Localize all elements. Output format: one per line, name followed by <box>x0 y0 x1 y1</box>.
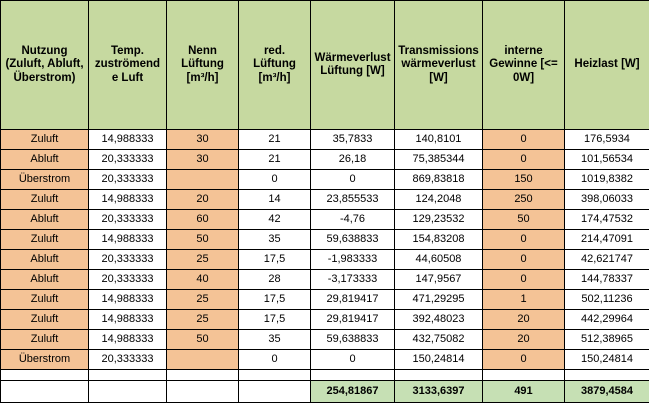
spacer-cell <box>1 370 89 381</box>
total-transmission[interactable]: 3133,6397 <box>395 381 483 403</box>
cell-nutzung[interactable]: Zuluft <box>1 290 89 310</box>
cell-waermeverlust[interactable]: 35,7833 <box>311 130 395 150</box>
cell-red[interactable]: 17,5 <box>239 250 311 270</box>
cell-waermeverlust[interactable]: 26,18 <box>311 150 395 170</box>
cell-heizlast[interactable]: 144,78337 <box>565 270 649 290</box>
cell-waermeverlust[interactable]: -1,983333 <box>311 250 395 270</box>
cell-heizlast[interactable]: 42,621747 <box>565 250 649 270</box>
cell-temp[interactable]: 14,988333 <box>89 130 167 150</box>
table-row[interactable] <box>1 290 649 310</box>
cell-nenn[interactable] <box>167 350 239 370</box>
table-row[interactable] <box>1 350 649 370</box>
cell-nenn[interactable]: 50 <box>167 330 239 350</box>
cell-gewinne[interactable]: 0 <box>483 350 565 370</box>
spacer-cell <box>565 370 649 381</box>
totals-empty-cell <box>1 381 89 403</box>
cell-transmission[interactable]: 471,29295 <box>395 290 483 310</box>
table-row[interactable] <box>1 150 649 170</box>
cell-transmission[interactable]: 432,75082 <box>395 330 483 350</box>
cell-transmission[interactable]: 392,48023 <box>395 310 483 330</box>
cell-nutzung[interactable]: Überstrom <box>1 350 89 370</box>
cell-red[interactable]: 21 <box>239 130 311 150</box>
cell-red[interactable]: 17,5 <box>239 310 311 330</box>
cell-temp[interactable]: 20,333333 <box>89 170 167 190</box>
table-body <box>1 130 649 403</box>
totals-empty-cell <box>167 381 239 403</box>
cell-gewinne[interactable]: 150 <box>483 170 565 190</box>
column-header-temp: Temp. zuströmende Luft <box>89 1 167 130</box>
cell-temp[interactable]: 20,333333 <box>89 210 167 230</box>
cell-nenn[interactable]: 50 <box>167 230 239 250</box>
table-header-row <box>1 1 649 130</box>
cell-gewinne[interactable]: 0 <box>483 150 565 170</box>
cell-nutzung[interactable]: Zuluft <box>1 230 89 250</box>
cell-waermeverlust[interactable]: -3,173333 <box>311 270 395 290</box>
cell-gewinne[interactable]: 250 <box>483 190 565 210</box>
cell-nutzung[interactable]: Überstrom <box>1 170 89 190</box>
column-header-waermeverlust-lueftung: Wärmeverlust Lüftung [W] <box>311 1 395 130</box>
cell-red[interactable]: 0 <box>239 170 311 190</box>
cell-transmission[interactable]: 869,83818 <box>395 170 483 190</box>
cell-heizlast[interactable]: 442,29964 <box>565 310 649 330</box>
column-header-red-lueftung: red. Lüftung [m³/h] <box>239 1 311 130</box>
cell-nutzung[interactable]: Zuluft <box>1 130 89 150</box>
cell-red[interactable]: 42 <box>239 210 311 230</box>
cell-heizlast[interactable]: 101,56534 <box>565 150 649 170</box>
cell-nenn[interactable]: 25 <box>167 250 239 270</box>
total-heizlast[interactable]: 3879,4584 <box>565 381 649 403</box>
cell-temp[interactable]: 14,988333 <box>89 230 167 250</box>
cell-heizlast[interactable]: 214,47091 <box>565 230 649 250</box>
cell-gewinne[interactable]: 0 <box>483 250 565 270</box>
cell-heizlast[interactable]: 174,47532 <box>565 210 649 230</box>
cell-temp[interactable]: 20,333333 <box>89 150 167 170</box>
table-row[interactable] <box>1 310 649 330</box>
table-row[interactable] <box>1 230 649 250</box>
cell-gewinne[interactable]: 20 <box>483 330 565 350</box>
cell-waermeverlust[interactable]: 59,638833 <box>311 230 395 250</box>
cell-nenn[interactable] <box>167 170 239 190</box>
cell-gewinne[interactable]: 0 <box>483 270 565 290</box>
cell-nenn[interactable]: 25 <box>167 310 239 330</box>
column-header-interne-gewinne: interne Gewinne [<= 0W] <box>483 1 565 130</box>
cell-waermeverlust[interactable]: 29,819417 <box>311 290 395 310</box>
cell-red[interactable]: 35 <box>239 230 311 250</box>
cell-gewinne[interactable]: 50 <box>483 210 565 230</box>
cell-nutzung[interactable]: Abluft <box>1 210 89 230</box>
cell-nenn[interactable]: 30 <box>167 150 239 170</box>
cell-gewinne[interactable]: 20 <box>483 310 565 330</box>
cell-nenn[interactable]: 40 <box>167 270 239 290</box>
cell-nutzung[interactable]: Zuluft <box>1 310 89 330</box>
totals-empty-cell <box>239 381 311 403</box>
cell-gewinne[interactable]: 0 <box>483 230 565 250</box>
table-row[interactable] <box>1 330 649 350</box>
cell-red[interactable]: 0 <box>239 350 311 370</box>
cell-temp[interactable]: 20,333333 <box>89 270 167 290</box>
cell-nutzung[interactable]: Zuluft <box>1 190 89 210</box>
cell-red[interactable]: 21 <box>239 150 311 170</box>
cell-waermeverlust[interactable]: -4,76 <box>311 210 395 230</box>
cell-waermeverlust[interactable]: 29,819417 <box>311 310 395 330</box>
table-row[interactable] <box>1 130 649 150</box>
table-row[interactable] <box>1 250 649 270</box>
cell-temp[interactable]: 14,988333 <box>89 310 167 330</box>
cell-temp[interactable]: 14,988333 <box>89 290 167 310</box>
spacer-cell <box>167 370 239 381</box>
column-header-transmissionswaermeverlust: Transmissionswärmeverlust [W] <box>395 1 483 130</box>
total-gewinne[interactable]: 491 <box>483 381 565 403</box>
cell-heizlast[interactable]: 176,5934 <box>565 130 649 150</box>
cell-nenn[interactable]: 60 <box>167 210 239 230</box>
cell-nenn[interactable]: 25 <box>167 290 239 310</box>
cell-temp[interactable]: 20,333333 <box>89 250 167 270</box>
cell-transmission[interactable]: 154,83208 <box>395 230 483 250</box>
cell-heizlast[interactable]: 502,11236 <box>565 290 649 310</box>
cell-nutzung[interactable]: Zuluft <box>1 330 89 350</box>
cell-transmission[interactable]: 150,24814 <box>395 350 483 370</box>
spacer-cell <box>395 370 483 381</box>
cell-gewinne[interactable]: 1 <box>483 290 565 310</box>
cell-temp[interactable]: 14,988333 <box>89 330 167 350</box>
cell-heizlast[interactable]: 398,06033 <box>565 190 649 210</box>
cell-temp[interactable]: 20,333333 <box>89 350 167 370</box>
cell-transmission[interactable]: 147,9567 <box>395 270 483 290</box>
cell-red[interactable]: 17,5 <box>239 290 311 310</box>
cell-transmission[interactable]: 44,60508 <box>395 250 483 270</box>
cell-waermeverlust[interactable]: 59,638833 <box>311 330 395 350</box>
totals-row <box>1 381 649 403</box>
totals-empty-cell <box>89 381 167 403</box>
cell-waermeverlust[interactable]: 0 <box>311 170 395 190</box>
cell-waermeverlust[interactable]: 0 <box>311 350 395 370</box>
cell-transmission[interactable]: 124,2048 <box>395 190 483 210</box>
column-header-nutzung: Nutzung (Zuluft, Abluft, Überstrom) <box>1 1 89 130</box>
cell-heizlast[interactable]: 512,38965 <box>565 330 649 350</box>
spacer-cell <box>483 370 565 381</box>
cell-transmission[interactable]: 129,23532 <box>395 210 483 230</box>
table-row[interactable] <box>1 210 649 230</box>
cell-heizlast[interactable]: 150,24814 <box>565 350 649 370</box>
cell-red[interactable]: 28 <box>239 270 311 290</box>
cell-waermeverlust[interactable]: 23,855533 <box>311 190 395 210</box>
spacer-cell <box>239 370 311 381</box>
spacer-row <box>1 370 649 381</box>
cell-gewinne[interactable]: 0 <box>483 130 565 150</box>
cell-temp[interactable]: 14,988333 <box>89 190 167 210</box>
column-header-heizlast: Heizlast [W] <box>565 1 649 130</box>
spacer-cell <box>311 370 395 381</box>
spacer-cell <box>89 370 167 381</box>
table-row[interactable] <box>1 270 649 290</box>
cell-nutzung[interactable]: Abluft <box>1 270 89 290</box>
column-header-nenn-lueftung: Nenn Lüftung [m³/h] <box>167 1 239 130</box>
cell-transmission[interactable]: 140,8101 <box>395 130 483 150</box>
cell-nutzung[interactable]: Abluft <box>1 250 89 270</box>
table-row[interactable] <box>1 170 649 190</box>
cell-red[interactable]: 35 <box>239 330 311 350</box>
total-waermeverlust[interactable]: 254,81867 <box>311 381 395 403</box>
cell-red[interactable]: 14 <box>239 190 311 210</box>
cell-transmission[interactable]: 75,385344 <box>395 150 483 170</box>
cell-nutzung[interactable]: Abluft <box>1 150 89 170</box>
cell-heizlast[interactable]: 1019,8382 <box>565 170 649 190</box>
cell-nenn[interactable]: 20 <box>167 190 239 210</box>
table-row[interactable] <box>1 190 649 210</box>
cell-nenn[interactable]: 30 <box>167 130 239 150</box>
